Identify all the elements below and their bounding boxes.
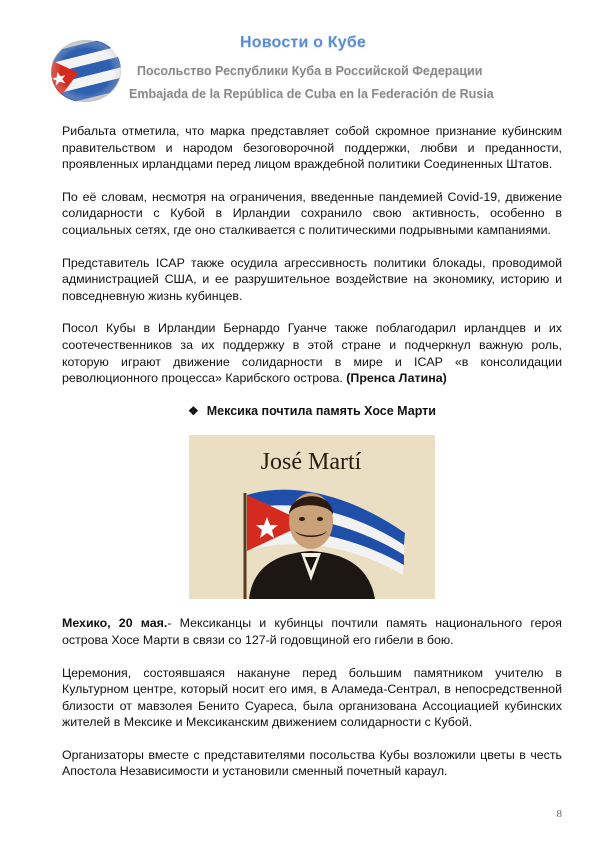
page-header [0, 0, 606, 110]
paragraph: Рибальта отметила, что марка представляет собой скромное признание кубинским правительством и народом безоговорочной поддержки, любви и преданности, проявленных ирландцами перед лицом враждебной политики Соединенных Штатов. [62, 124, 562, 172]
jose-marti-portrait-image [189, 435, 435, 599]
paragraph: Представитель ICAP также осудила агрессивность политики блокады, проводимой администрацией США, и ее разрушительное воздействие на экономику, историю и повседневную жизнь кубинцев. [62, 255, 562, 303]
section-heading [62, 403, 562, 420]
newsletter-title: Новости о Кубе [240, 34, 366, 51]
paragraph [62, 615, 562, 648]
article-content [62, 123, 562, 796]
paragraph [62, 320, 562, 386]
paragraph: Церемония, состоявшаяся накануне перед большим памятником учителю в Культурном центре, который носит его имя, в Аламеда-Сентрал, в непосредственной близости от мавзолея Бенито Суареса, была организована Ассоциацией кубинских жителей в Мексике и Мексиканским движением солидарности с Кубой. [62, 665, 562, 730]
paragraph-text: Посол Кубы в Ирландии Бернардо Гуанче также поблагодарил ирландцев и их соотечественников за их поддержку в этой стране и подчеркнул важную роль, которую играют движение солидарности в мире и ICAP «в консолидации революционного процесса» Карибского острова. [62, 321, 562, 386]
diamond-bullet-icon: ❖ [188, 403, 199, 418]
paragraph: Организаторы вместе с представителями посольства Кубы возложили цветы в честь Апостола Независимости и установили сменный почетный караул. [62, 747, 562, 779]
dateline: Мехико, 20 мая. [62, 616, 168, 631]
paragraph-text: - Мексиканцы и кубинцы почтили память национального героя острова Хосе Марти в связи со 127-й годовщиной его гибели в бою. [62, 616, 562, 647]
paragraph: По её словам, несмотря на ограничения, введенные пандемией Covid-19, движение солидарности с Кубой в Ирландии сохранило свою активность, особенно в социальных сетях, где оно сталкивается с политическими подрывными кампаниями. [62, 189, 562, 237]
embassy-name-ru: Посольство Республики Куба в Российской Федерации [137, 64, 483, 78]
source-credit: (Пренса Латина) [346, 371, 447, 386]
image-caption-text: José Martí [260, 449, 362, 476]
section-heading-text: Мексика почтила память Хосе Марти [206, 403, 436, 418]
embassy-name-es: Embajada de la República de Cuba en la Federación de Rusia [129, 87, 494, 101]
page-number: 8 [556, 808, 562, 820]
